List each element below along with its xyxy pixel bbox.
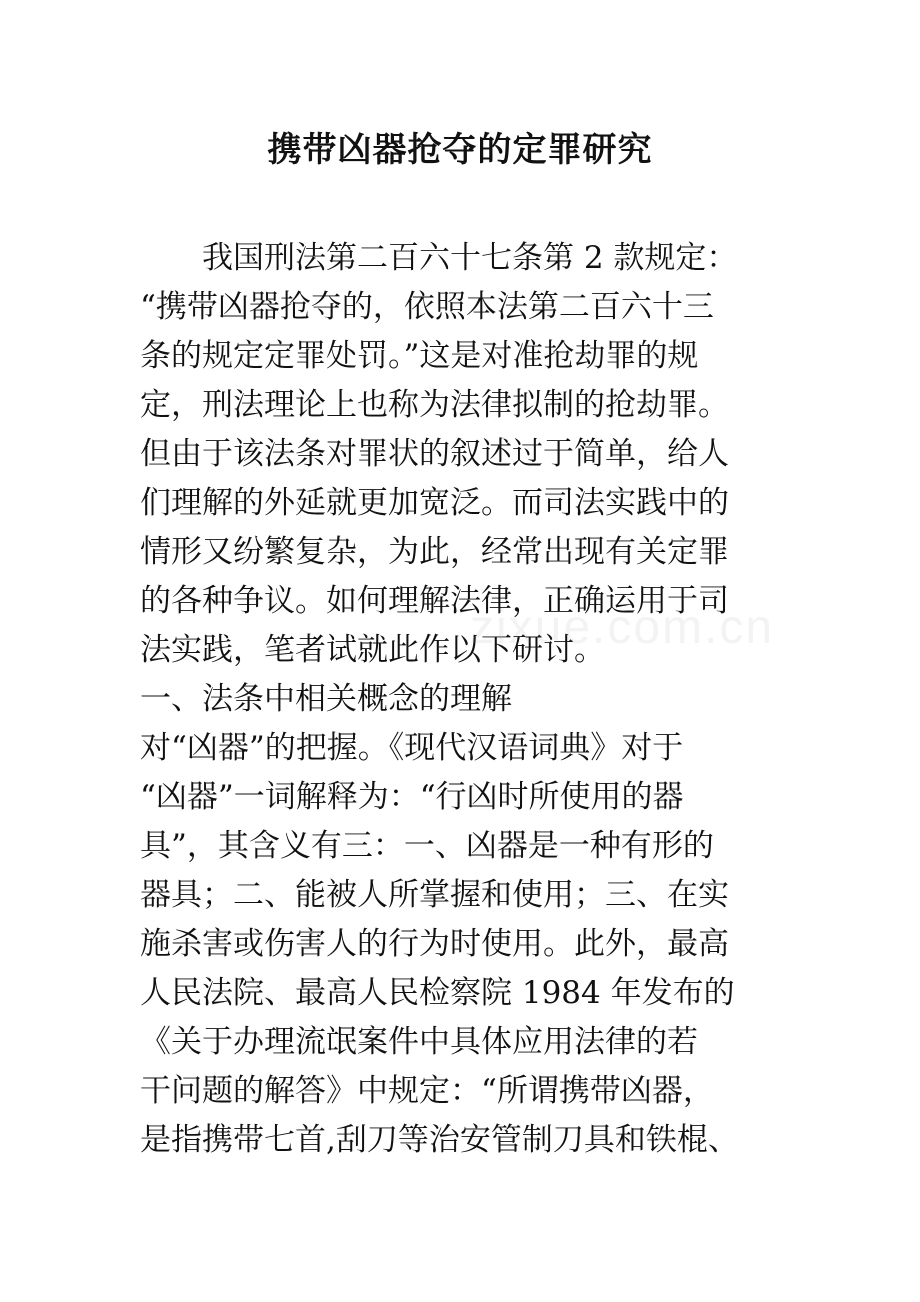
watermark: zixue.com.cn (470, 601, 775, 654)
body-line: 情形又纷繁复杂，为此，经常出现有关定罪 (140, 534, 729, 570)
body-line: 条的规定定罪处罚。”这是对准抢劫罪的规 (140, 338, 699, 374)
body-line: 法实践，笔者试就此作以下研讨。 (140, 632, 605, 668)
body-line: 是指携带七首,刮刀等治安管制刀具和铁棍、 (140, 1122, 739, 1158)
body-line: 们理解的外延就更加宽泛。而司法实践中的 (140, 485, 729, 521)
body-line: 干问题的解答》中规定：“所谓携带凶器， (140, 1073, 714, 1109)
body-line: 具”，其含义有三：一、凶器是一种有形的 (140, 828, 714, 864)
body-line: “凶器”一词解释为：“行凶时所使用的器 (140, 779, 684, 815)
body-line: 施杀害或伤害人的行为时使用。此外，最高 (140, 926, 729, 962)
document-title: 携带凶器抢夺的定罪研究 (267, 130, 653, 170)
body-line: “携带凶器抢夺的，依照本法第二百六十三 (140, 289, 714, 325)
body-line: 对“凶器”的把握。《现代汉语词典》对于 (140, 730, 684, 766)
body-line: 器具；二、能被人所掌握和使用；三、在实 (140, 877, 729, 913)
body-line: 定，刑法理论上也称为法律拟制的抢劫罪。 (140, 387, 729, 423)
section-heading: 一、法条中相关概念的理解 (140, 681, 512, 717)
document-body (140, 234, 800, 1165)
body-line: 但由于该法条对罪状的叙述过于简单，给人 (140, 436, 729, 472)
body-line: 的各种争议。如何理解法律，正确运用于司 (140, 583, 729, 619)
body-line: 我国刑法第二百六十七条第 2 款规定： (140, 240, 738, 276)
body-line: 《关于办理流氓案件中具体应用法律的若 (140, 1024, 698, 1060)
body-line: 人民法院、最高人民检察院 1984 年发布的 (140, 975, 735, 1011)
